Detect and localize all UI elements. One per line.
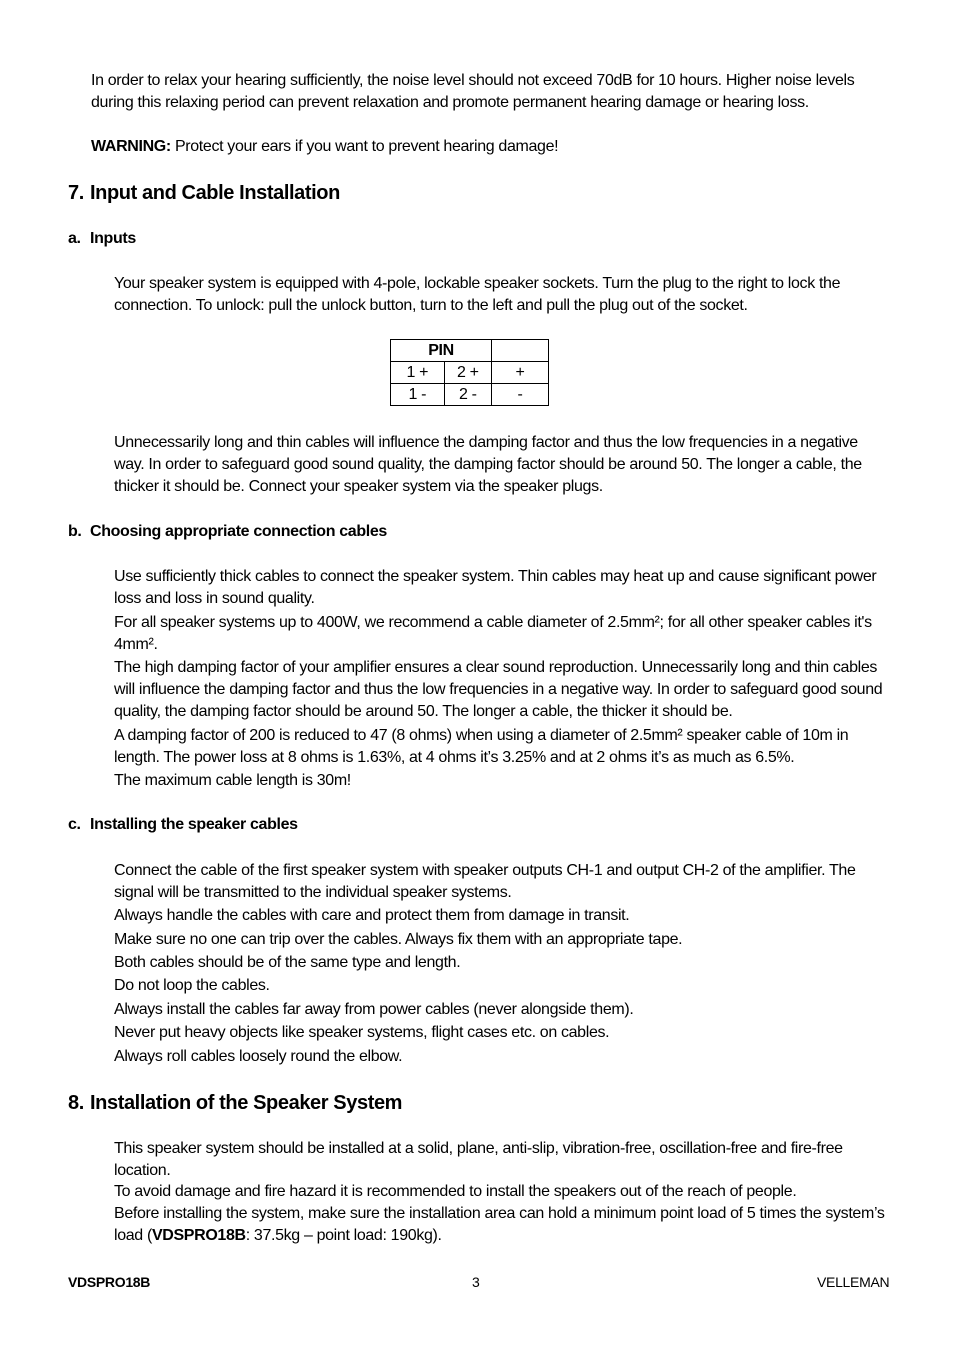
footer-model: VDSPRO18B (68, 1274, 151, 1290)
subsection-c-title: Installing the speaker cables (90, 816, 298, 833)
reach-paragraph: To avoid damage and fire hazard it is recommended to install the speakers out of the reach of people. (114, 1183, 797, 1200)
point-load-end: : 37.5kg – point load: 190kg). (245, 1227, 442, 1244)
damping-factor-paragraph: The high damping factor of your amplifier ensures a clear sound reproduction. Unnecessarily long and thin cables will influence the damping factor and thus the low frequencies in a negative way. In order to safeguard good sound quality, the damping factor should be around 50. The longer a cable, the thicker it should be. (114, 659, 883, 720)
pin-table-row (391, 384, 549, 406)
cable-diameter-paragraph: For all speaker systems up to 400W, we recommend a cable diameter of 2.5mm²; for all other speaker cables it's 4mm². (114, 614, 872, 653)
cables-influence-paragraph: Unnecessarily long and thin cables will influence the damping factor and thus the low frequencies in a negative way. In order to safeguard good sound quality, the damping factor should be around 50. The longer a cable, the thicker it should be. Connect your speaker system via the speaker plugs. (114, 434, 862, 495)
footer-brand: VELLEMAN (817, 1274, 890, 1290)
inputs-paragraph: Your speaker system is equipped with 4-pole, lockable speaker sockets. Turn the plug to the right to lock the connection. To unlock: pull the unlock button, turn to the left and pull the plug out of the socket. (114, 275, 841, 314)
model-name: VDSPRO18B (151, 1227, 246, 1244)
page-number: 3 (472, 1274, 480, 1290)
warning-label: WARNING: (91, 138, 171, 155)
heavy-objects-paragraph: Never put heavy objects like speaker systems, flight cases etc. on cables. (114, 1024, 610, 1041)
trip-cables-paragraph: Make sure no one can trip over the cables. Always fix them with an appropriate tape. (114, 931, 683, 948)
power-cables-paragraph: Always install the cables far away from power cables (never alongside them). (114, 1001, 634, 1018)
thick-cables-paragraph: Use sufficiently thick cables to connect the speaker system. Thin cables may heat up and cause significant power loss and loss in sound quality. (114, 568, 877, 607)
power-loss-paragraph: A damping factor of 200 is reduced to 47 (8 ohms) when using a diameter of 2.5mm² speaker cable of 10m in length. The power loss at 8 ohms is 1.63%, at 4 ohms it’s 3.25% and at 2 ohms it’s as much as 6.5%. (114, 727, 849, 766)
section-8-heading (68, 1091, 402, 1115)
section-8-number: 8. (68, 1092, 84, 1114)
intro-paragraph: In order to relax your hearing sufficiently, the noise level should not exceed 70dB for 10 hours. Higher noise levels during this relaxing period can prevent relaxation and promote permanent hearing damage or hearing loss. (91, 72, 855, 111)
pin-cell: 2 + (444, 362, 491, 384)
pin-table-header: PIN (391, 340, 492, 362)
roll-cables-paragraph: Always roll cables loosely round the elbow. (114, 1048, 403, 1065)
pin-cell: + (492, 362, 549, 384)
pin-cell: 2 - (444, 384, 491, 406)
subsection-c-letter: c. (68, 816, 81, 833)
subsection-b-title: Choosing appropriate connection cables (90, 523, 387, 540)
warning-text: Protect your ears if you want to prevent hearing damage! (170, 138, 559, 155)
handle-cables-paragraph: Always handle the cables with care and protect them from damage in transit. (114, 907, 630, 924)
section-7-heading (68, 181, 340, 205)
subsection-a-heading (68, 229, 136, 249)
subsection-a-title: Inputs (90, 230, 136, 247)
max-length-paragraph: The maximum cable length is 30m! (114, 772, 351, 789)
pin-table-row (391, 362, 549, 384)
point-load-start: Before installing the system, make sure the installation area can hold a minimum point load of 5 times the system’s load ( (114, 1205, 885, 1244)
pin-cell: 1 + (391, 362, 445, 384)
subsection-b-letter: b. (68, 523, 82, 540)
pin-cell: - (492, 384, 549, 406)
pin-table (390, 339, 549, 406)
section-7-title: Input and Cable Installation (90, 182, 340, 204)
section-7-number: 7. (68, 182, 84, 204)
point-load-paragraph (114, 1203, 890, 1247)
connect-cable-paragraph: Connect the cable of the first speaker system with speaker outputs CH-1 and output CH-2 of the amplifier. The signal will be transmitted to the individual speaker systems. (114, 862, 856, 901)
pin-table-header-extra (492, 340, 549, 362)
subsection-b-heading (68, 522, 387, 542)
subsection-c-heading (68, 815, 298, 835)
no-loop-paragraph: Do not loop the cables. (114, 977, 270, 994)
section-8-title: Installation of the Speaker System (90, 1092, 403, 1114)
warning-paragraph (91, 136, 891, 158)
pin-cell: 1 - (391, 384, 445, 406)
location-paragraph: This speaker system should be installed at a solid, plane, anti-slip, vibration-free, oscillation-free and fire-free location. (114, 1140, 843, 1179)
same-type-paragraph: Both cables should be of the same type and length. (114, 954, 461, 971)
subsection-a-letter: a. (68, 230, 81, 247)
